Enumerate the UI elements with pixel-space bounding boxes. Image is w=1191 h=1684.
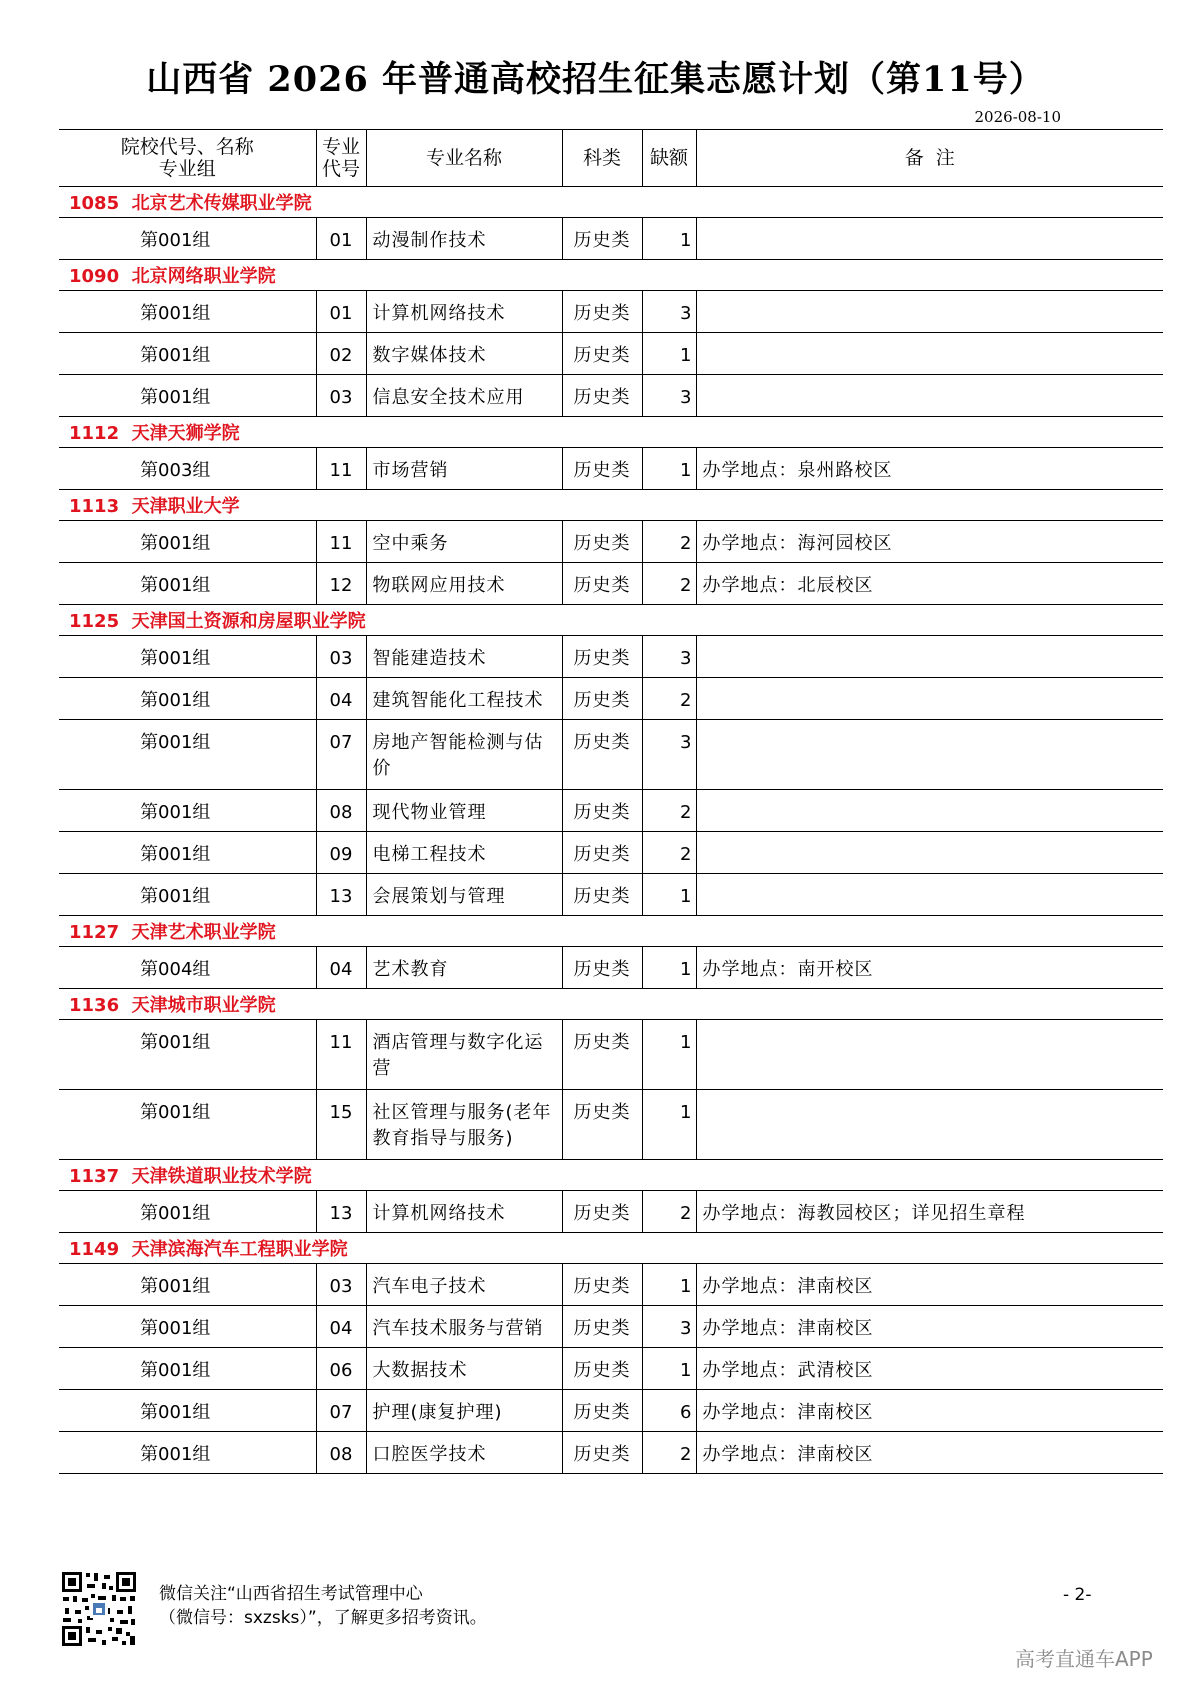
vacancy-cell: 3	[642, 291, 696, 333]
note-cell: 办学地点：北辰校区	[696, 563, 1163, 605]
major-name-cell: 房地产智能检测与估价	[366, 720, 562, 790]
table-header-row	[59, 130, 1163, 187]
note-cell: 办学地点：武清校区	[696, 1348, 1163, 1390]
table-row	[59, 333, 1163, 375]
group-cell: 第001组	[59, 1390, 316, 1432]
school-header-row	[59, 417, 1163, 448]
table-row	[59, 1348, 1163, 1390]
table-row	[59, 790, 1163, 832]
major-name-cell: 市场营销	[366, 448, 562, 490]
major-code-cell: 06	[316, 1348, 366, 1390]
school-name: 1125 天津国土资源和房屋职业学院	[59, 605, 1163, 636]
major-code-cell: 08	[316, 1432, 366, 1474]
note-cell: 办学地点：津南校区	[696, 1264, 1163, 1306]
category-cell: 历史类	[562, 521, 642, 563]
major-name-cell: 建筑智能化工程技术	[366, 678, 562, 720]
category-cell: 历史类	[562, 947, 642, 989]
category-cell: 历史类	[562, 1020, 642, 1090]
major-name-cell: 智能建造技术	[366, 636, 562, 678]
note-cell: 办学地点：津南校区	[696, 1390, 1163, 1432]
major-name-cell: 数字媒体技术	[366, 333, 562, 375]
header-vacancy: 缺额	[642, 130, 696, 187]
table-row	[59, 1390, 1163, 1432]
major-code-cell: 12	[316, 563, 366, 605]
major-name-cell: 空中乘务	[366, 521, 562, 563]
major-code-cell: 11	[316, 1020, 366, 1090]
table-row	[59, 678, 1163, 720]
category-cell: 历史类	[562, 832, 642, 874]
category-cell: 历史类	[562, 1348, 642, 1390]
group-cell: 第001组	[59, 1090, 316, 1160]
school-name: 1127 天津艺术职业学院	[59, 916, 1163, 947]
group-cell: 第001组	[59, 1306, 316, 1348]
major-name-cell: 汽车电子技术	[366, 1264, 562, 1306]
vacancy-cell: 1	[642, 1264, 696, 1306]
major-code-cell: 11	[316, 521, 366, 563]
major-name-cell: 社区管理与服务(老年教育指导与服务)	[366, 1090, 562, 1160]
table-row	[59, 1191, 1163, 1233]
major-code-cell: 02	[316, 333, 366, 375]
note-cell: 办学地点：海河园校区	[696, 521, 1163, 563]
issue-date: 2026-08-10	[974, 108, 1061, 126]
header-code-line2: 代号	[321, 158, 360, 180]
note-cell	[696, 375, 1163, 417]
group-cell: 第001组	[59, 1348, 316, 1390]
school-name: 1113 天津职业大学	[59, 490, 1163, 521]
group-cell: 第001组	[59, 678, 316, 720]
major-code-cell: 08	[316, 790, 366, 832]
school-header-row	[59, 1160, 1163, 1191]
major-code-cell: 09	[316, 832, 366, 874]
group-cell: 第001组	[59, 291, 316, 333]
note-cell: 办学地点：海教园校区；详见招生章程	[696, 1191, 1163, 1233]
group-cell: 第001组	[59, 1020, 316, 1090]
note-cell	[696, 291, 1163, 333]
major-code-cell: 15	[316, 1090, 366, 1160]
major-name-cell: 大数据技术	[366, 1348, 562, 1390]
vacancy-cell: 1	[642, 448, 696, 490]
note-cell: 办学地点：津南校区	[696, 1432, 1163, 1474]
header-school-label: 院校代号、名称	[120, 136, 254, 158]
category-cell: 历史类	[562, 218, 642, 260]
vacancy-cell: 2	[642, 1191, 696, 1233]
school-header-row	[59, 605, 1163, 636]
school-name: 1149 天津滨海汽车工程职业学院	[59, 1233, 1163, 1264]
header-group-label: 专业组	[158, 158, 216, 180]
major-code-cell: 07	[316, 1390, 366, 1432]
major-name-cell: 口腔医学技术	[366, 1432, 562, 1474]
vacancy-cell: 1	[642, 333, 696, 375]
category-cell: 历史类	[562, 563, 642, 605]
category-cell: 历史类	[562, 448, 642, 490]
header-major-code	[316, 130, 366, 187]
vacancy-cell: 1	[642, 218, 696, 260]
footer-line-2: （微信号：sxzsks）”，了解更多招考资讯。	[159, 1608, 487, 1628]
table-row	[59, 1264, 1163, 1306]
major-code-cell: 07	[316, 720, 366, 790]
page-title: 山西省 2026 年普通高校招生征集志愿计划（第11号）	[146, 59, 1045, 100]
vacancy-cell: 1	[642, 1090, 696, 1160]
group-cell: 第001组	[59, 832, 316, 874]
category-cell: 历史类	[562, 1264, 642, 1306]
vacancy-cell: 2	[642, 832, 696, 874]
header-major-name: 专业名称	[366, 130, 562, 187]
major-code-cell: 11	[316, 448, 366, 490]
table-row	[59, 218, 1163, 260]
school-header-row	[59, 989, 1163, 1020]
header-note: 备 注	[696, 130, 1163, 187]
group-cell: 第001组	[59, 1191, 316, 1233]
major-name-cell: 会展策划与管理	[366, 874, 562, 916]
category-cell: 历史类	[562, 1390, 642, 1432]
school-header-row	[59, 260, 1163, 291]
group-cell: 第001组	[59, 375, 316, 417]
category-cell: 历史类	[562, 291, 642, 333]
note-cell: 办学地点：南开校区	[696, 947, 1163, 989]
category-cell: 历史类	[562, 1191, 642, 1233]
watermark: 高考直通车APP	[1015, 1647, 1153, 1671]
vacancy-cell: 1	[642, 1348, 696, 1390]
group-cell: 第001组	[59, 1264, 316, 1306]
school-header-row	[59, 187, 1163, 218]
group-cell: 第001组	[59, 720, 316, 790]
major-name-cell: 酒店管理与数字化运营	[366, 1020, 562, 1090]
note-cell	[696, 720, 1163, 790]
vacancy-cell: 1	[642, 1020, 696, 1090]
major-name-cell: 现代物业管理	[366, 790, 562, 832]
school-header-row	[59, 1233, 1163, 1264]
vacancy-cell: 3	[642, 720, 696, 790]
group-cell: 第001组	[59, 521, 316, 563]
table-row	[59, 636, 1163, 678]
note-cell	[696, 832, 1163, 874]
major-name-cell: 汽车技术服务与营销	[366, 1306, 562, 1348]
school-header-row	[59, 916, 1163, 947]
group-cell: 第001组	[59, 333, 316, 375]
table-row	[59, 1432, 1163, 1474]
note-cell	[696, 333, 1163, 375]
major-name-cell: 护理(康复护理)	[366, 1390, 562, 1432]
note-cell	[696, 790, 1163, 832]
note-cell	[696, 1020, 1163, 1090]
table-row	[59, 1020, 1163, 1090]
category-cell: 历史类	[562, 636, 642, 678]
note-cell	[696, 678, 1163, 720]
header-school-group	[59, 130, 316, 187]
page-number: - 2-	[1063, 1585, 1092, 1605]
vacancy-cell: 2	[642, 563, 696, 605]
vacancy-cell: 1	[642, 947, 696, 989]
vacancy-cell: 6	[642, 1390, 696, 1432]
table-row	[59, 448, 1163, 490]
major-code-cell: 03	[316, 375, 366, 417]
vacancy-cell: 2	[642, 678, 696, 720]
major-code-cell: 03	[316, 1264, 366, 1306]
group-cell: 第001组	[59, 636, 316, 678]
category-cell: 历史类	[562, 678, 642, 720]
category-cell: 历史类	[562, 1432, 642, 1474]
category-cell: 历史类	[562, 790, 642, 832]
major-code-cell: 04	[316, 947, 366, 989]
header-code-line1: 专业	[321, 136, 360, 158]
table-row	[59, 563, 1163, 605]
school-name: 1136 天津城市职业学院	[59, 989, 1163, 1020]
school-name: 1085 北京艺术传媒职业学院	[59, 187, 1163, 218]
major-name-cell: 电梯工程技术	[366, 832, 562, 874]
vacancy-cell: 3	[642, 375, 696, 417]
table-row	[59, 720, 1163, 790]
header-category: 科类	[562, 130, 642, 187]
vacancy-cell: 3	[642, 636, 696, 678]
major-code-cell: 01	[316, 218, 366, 260]
major-name-cell: 计算机网络技术	[366, 1191, 562, 1233]
vacancy-cell: 1	[642, 874, 696, 916]
vacancy-cell: 3	[642, 1306, 696, 1348]
school-name: 1112 天津天狮学院	[59, 417, 1163, 448]
group-cell: 第001组	[59, 790, 316, 832]
category-cell: 历史类	[562, 1306, 642, 1348]
note-cell	[696, 1090, 1163, 1160]
vacancy-cell: 2	[642, 521, 696, 563]
table-row	[59, 1306, 1163, 1348]
group-cell: 第001组	[59, 218, 316, 260]
table-row	[59, 832, 1163, 874]
note-cell	[696, 636, 1163, 678]
major-code-cell: 03	[316, 636, 366, 678]
category-cell: 历史类	[562, 874, 642, 916]
group-cell: 第001组	[59, 874, 316, 916]
table-row	[59, 521, 1163, 563]
group-cell: 第004组	[59, 947, 316, 989]
major-code-cell: 04	[316, 1306, 366, 1348]
table-row	[59, 375, 1163, 417]
footer-line-1: 微信关注“山西省招生考试管理中心	[159, 1584, 423, 1604]
school-header-row	[59, 490, 1163, 521]
qr-code-icon	[60, 1570, 138, 1648]
major-name-cell: 艺术教育	[366, 947, 562, 989]
note-cell: 办学地点：泉州路校区	[696, 448, 1163, 490]
note-cell	[696, 874, 1163, 916]
table-row	[59, 874, 1163, 916]
table-row	[59, 1090, 1163, 1160]
major-name-cell: 物联网应用技术	[366, 563, 562, 605]
category-cell: 历史类	[562, 1090, 642, 1160]
enrollment-plan-table	[59, 129, 1163, 1474]
group-cell: 第001组	[59, 1432, 316, 1474]
major-name-cell: 动漫制作技术	[366, 218, 562, 260]
note-cell	[696, 218, 1163, 260]
major-code-cell: 01	[316, 291, 366, 333]
category-cell: 历史类	[562, 333, 642, 375]
note-cell: 办学地点：津南校区	[696, 1306, 1163, 1348]
category-cell: 历史类	[562, 375, 642, 417]
table-row	[59, 291, 1163, 333]
vacancy-cell: 2	[642, 1432, 696, 1474]
major-name-cell: 信息安全技术应用	[366, 375, 562, 417]
group-cell: 第001组	[59, 563, 316, 605]
group-cell: 第003组	[59, 448, 316, 490]
footer-wechat-text	[159, 1582, 487, 1630]
major-code-cell: 13	[316, 1191, 366, 1233]
major-name-cell: 计算机网络技术	[366, 291, 562, 333]
school-name: 1090 北京网络职业学院	[59, 260, 1163, 291]
vacancy-cell: 2	[642, 790, 696, 832]
school-name: 1137 天津铁道职业技术学院	[59, 1160, 1163, 1191]
major-code-cell: 13	[316, 874, 366, 916]
category-cell: 历史类	[562, 720, 642, 790]
major-code-cell: 04	[316, 678, 366, 720]
table-row	[59, 947, 1163, 989]
